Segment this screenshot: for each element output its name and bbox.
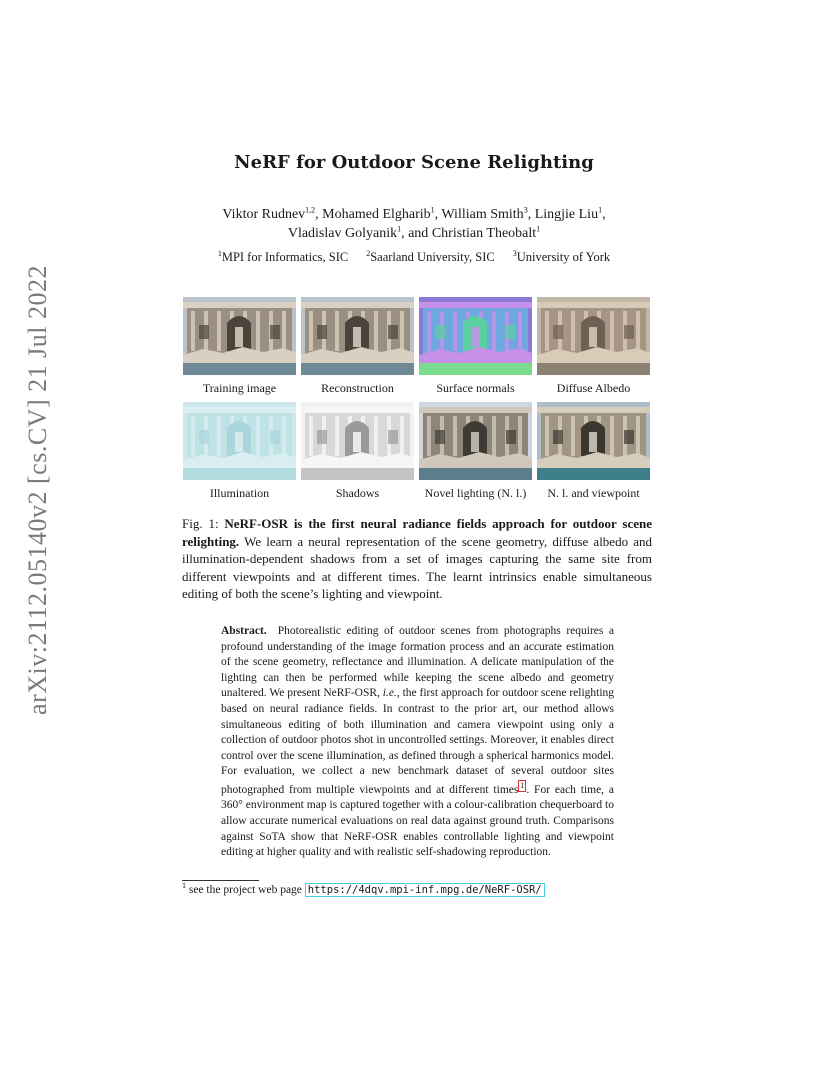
fountain-image — [301, 402, 414, 480]
fountain-image — [183, 402, 296, 480]
water-shape — [301, 468, 414, 480]
arxiv-stamp — [14, 265, 62, 715]
figure-panel — [183, 297, 296, 396]
author-name-0: Viktor Rudnev$^{1,2}$, — [222, 205, 323, 222]
affiliations — [0, 250, 828, 265]
author-line-1 — [0, 205, 828, 224]
footnote-ref-link[interactable]: 1 — [520, 780, 525, 790]
fountain-image — [419, 297, 532, 375]
author-list — [0, 205, 828, 243]
fountain-image — [183, 297, 296, 375]
abstract-label: Abstract. — [221, 625, 267, 637]
abstract-ie: i.e., — [382, 687, 400, 700]
figure-panel — [537, 402, 650, 501]
figure-panel — [537, 297, 650, 396]
author-name-l2-1: Christian Theobalt$^1$ — [431, 224, 541, 241]
abstract-text-2: the first approach for outdoor scene relighting based on neural radiance fields. In contrast to the prior art, our method allows simultaneous editing of both illumination and camera viewpoint using only a collection of outdoor photos shot in uncontrolled settings. Moreover, it enables direct control over the scene illumination, as defined through a spherical harmonics model. For evaluation, we collect a new benchmark dataset of several outdoor sites photographed from multiple viewpoints and at different times — [221, 687, 615, 796]
fountain-image — [419, 402, 532, 480]
panel-caption: Reconstruction — [321, 381, 394, 395]
water-shape — [301, 363, 414, 375]
fountain-image — [301, 297, 414, 375]
caption-label: Fig. 1: — [182, 516, 219, 531]
footnote — [182, 881, 545, 896]
water-shape — [419, 363, 532, 375]
caption-bold: NeRF-OSR is the first neural radiance fields approach for outdoor scene relighting. — [182, 516, 652, 549]
footnote-divider — [182, 880, 259, 881]
footnote-text: see the project web page — [188, 884, 302, 896]
water-shape — [183, 468, 296, 480]
affiliation-1: $^1$MPI for Informatics, SIC — [217, 248, 349, 264]
abstract-text-1: Photorealistic editing of outdoor scenes from photographs requires a profound understanding of the image formation process and an accurate estimation of the scene geometry, reflectance and illumination. A delicate manipulation of the lighting can then be performed while keeping the scene albedo and geometry unaltered. We present NeRF-OSR, — [221, 625, 614, 700]
figure-caption — [182, 515, 652, 603]
panel-caption: Surface normals — [436, 381, 515, 395]
water-shape — [537, 468, 650, 480]
panel-caption: Training image — [202, 381, 277, 395]
water-shape — [183, 363, 296, 375]
water-shape — [419, 468, 532, 480]
figure-panel — [301, 402, 414, 501]
panel-caption: Illumination — [209, 486, 270, 500]
caption-text: We learn a neural representation of the scene geometry, diffuse albedo and illumination-dependent shadows from a set of images capturing the same site from different viewpoints and at different times. The learnt intrinsics enable simultaneous editing of both the scene’s lighting and viewpoint. — [182, 533, 652, 601]
footnote-mark: 1 — [182, 881, 186, 891]
author-line-2 — [0, 224, 828, 243]
author-name-2: William Smith$^3$, — [441, 205, 535, 222]
abstract — [221, 624, 614, 861]
project-url-link[interactable]: https://4dqv.mpi-inf.mpg.de/NeRF-OSR/ — [305, 883, 545, 897]
author-name-l2-0: Vladislav Golyanik$^1$, and — [287, 224, 432, 241]
affiliation-2: $^2$Saarland University, SIC — [366, 248, 495, 264]
panel-caption: Diffuse Albedo — [556, 381, 631, 395]
author-name-1: Mohamed Elgharib$^1$, — [322, 205, 442, 222]
panel-caption: Novel lighting (N. l.) — [424, 486, 527, 500]
water-shape — [537, 363, 650, 375]
affiliation-3: $^3$University of York — [512, 248, 611, 264]
fountain-image — [537, 297, 650, 375]
abstract-text-3: . For each time, a 360° environment map is captured together with a colour-calibration chequerboard to allow accurate numerical evaluations on real data against ground truth. Comparisons against SoTA show that NeRF-OSR enables controllable lighting and viewpoint editing at higher quality and with realistic self-shadowing reproduction. — [221, 783, 614, 859]
figure-panel — [183, 402, 296, 501]
figure-panel — [419, 402, 532, 501]
panel-caption: Shadows — [335, 486, 380, 500]
arxiv-id-text: arXiv:2112.05140v2 [cs.CV] 21 Jul 2022 — [23, 265, 52, 715]
fountain-image — [537, 402, 650, 480]
panel-caption: N. l. and viewpoint — [547, 486, 640, 500]
figure-panel — [301, 297, 414, 396]
paper-title: NeRF for Outdoor Scene Relighting — [234, 152, 594, 173]
author-name-3: Lingjie Liu$^1$, — [534, 205, 606, 222]
figure-panel — [419, 297, 532, 396]
